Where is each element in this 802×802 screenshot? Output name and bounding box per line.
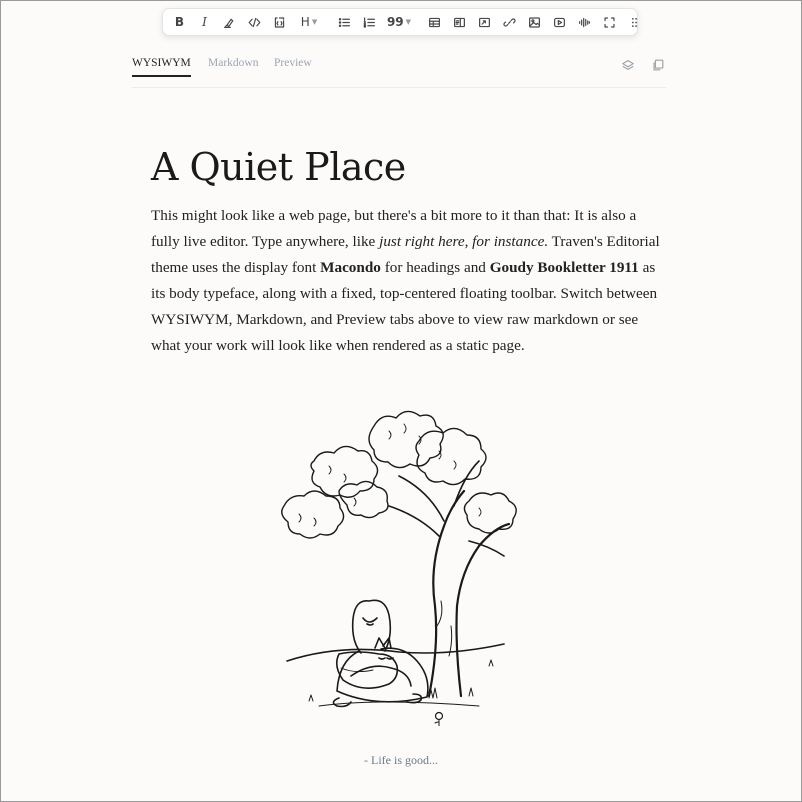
bold-text: Goudy Bookletter 1911: [489, 259, 639, 276]
heading-dropdown[interactable]: [293, 11, 325, 33]
blockquote-dropdown[interactable]: [383, 11, 415, 33]
table-icon: [428, 16, 441, 29]
image-button[interactable]: [523, 11, 546, 33]
copy-button[interactable]: [651, 58, 665, 72]
video-button[interactable]: [548, 11, 571, 33]
audio-icon: [578, 16, 591, 29]
body-paragraph[interactable]: [151, 203, 661, 359]
code-block-button[interactable]: [268, 11, 291, 33]
italic-button[interactable]: [193, 11, 216, 33]
highlight-icon: [223, 16, 236, 29]
link-icon: [503, 16, 516, 29]
floating-toolbar: [162, 8, 638, 36]
image-caption: - Life is good...: [364, 753, 438, 767]
bold-text: Macondo: [320, 259, 381, 276]
paragraph-text: for headings and: [380, 259, 490, 276]
fullscreen-icon: [603, 16, 616, 29]
audio-button[interactable]: [573, 11, 596, 33]
code-block-icon: [273, 16, 286, 29]
fullscreen-button[interactable]: [598, 11, 621, 33]
image-icon: [528, 16, 541, 29]
columns-button[interactable]: [448, 11, 471, 33]
toolbar-drag-handle[interactable]: [623, 11, 646, 33]
link-button[interactable]: [498, 11, 521, 33]
ordered-list-button[interactable]: [358, 11, 381, 33]
chevron-down-icon: ▼: [311, 18, 318, 26]
paragraph-text: as its body typeface, along with a fixed, top-centered floating toolbar. Switch between WYSIWYM, Markdown, and Preview tabs above to view raw markdown or see what your work will look like when rendered as a static page.: [151, 259, 658, 354]
table-button[interactable]: [423, 11, 446, 33]
drag-handle-icon: [628, 16, 641, 29]
mode-tabs: [132, 51, 666, 88]
editor-content[interactable]: [151, 141, 661, 359]
blockquote-icon: 99: [386, 15, 404, 29]
italic-icon: I: [202, 15, 207, 29]
embed-button[interactable]: [473, 11, 496, 33]
chevron-down-icon: ▼: [405, 18, 412, 26]
ordered-list-icon: [363, 16, 376, 29]
tab-wysiwym[interactable]: WYSIWYM: [132, 57, 191, 77]
tree-girl-cat-illustration: [279, 406, 524, 726]
bold-icon: B: [174, 15, 185, 29]
highlight-button[interactable]: [218, 11, 241, 33]
tab-preview[interactable]: Preview: [274, 57, 312, 69]
page-title[interactable]: A Quiet Place: [151, 145, 406, 189]
tab-markdown[interactable]: Markdown: [208, 57, 259, 69]
heading-icon: H: [300, 15, 310, 29]
columns-icon: [453, 16, 466, 29]
italic-text: just right here, for instance.: [379, 233, 549, 250]
bullet-list-icon: [338, 16, 351, 29]
copy-icon: [651, 58, 665, 72]
paragraph-text: Traven's Editorial theme uses the display font: [151, 233, 660, 276]
video-icon: [553, 16, 566, 29]
embed-icon: [478, 16, 491, 29]
theme-layers-button[interactable]: [621, 58, 635, 72]
inline-code-button[interactable]: [243, 11, 266, 33]
bullet-list-button[interactable]: [333, 11, 356, 33]
layers-icon: [621, 58, 635, 72]
bold-button[interactable]: [168, 11, 191, 33]
paragraph-text: This might look like a web page, but there's a bit more to it than that: It is also a fully live editor. Type anywhere, like: [151, 207, 637, 250]
code-icon: [248, 16, 261, 29]
